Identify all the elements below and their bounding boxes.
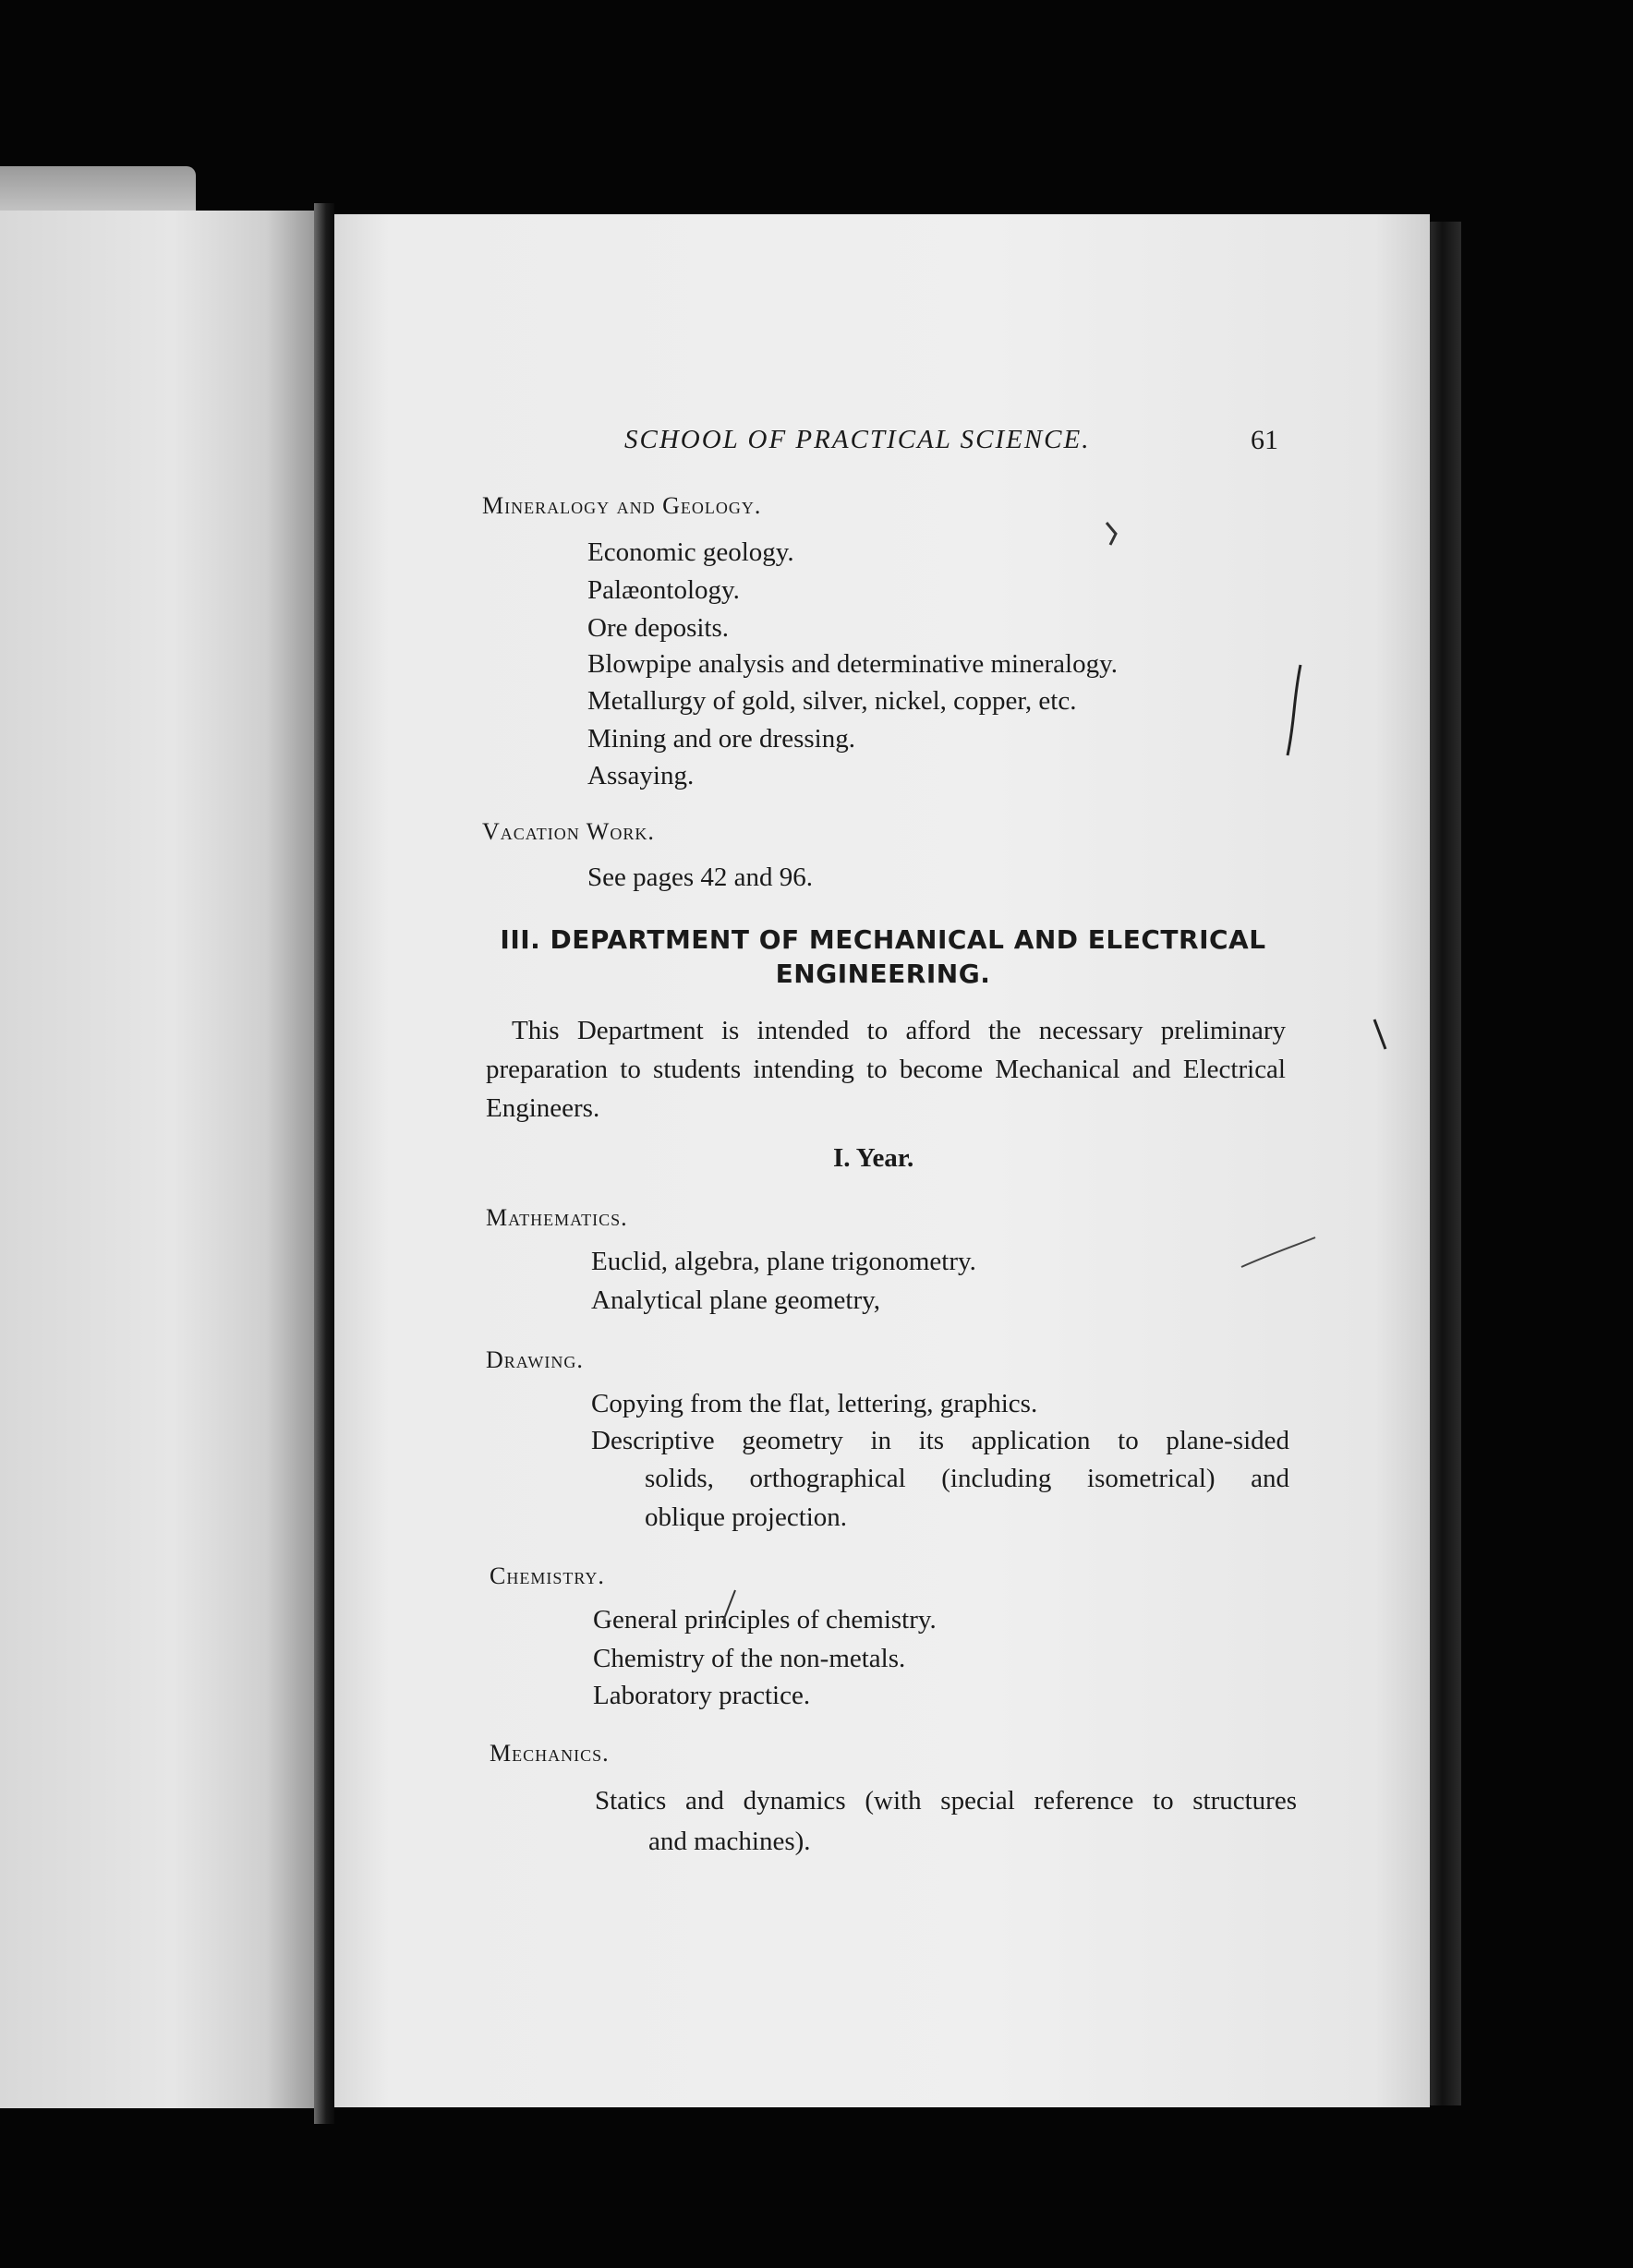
department-description: This Department is intended to afford the necessary preliminary preparation to students intending to become Mechanical and Electrical Engineers. (486, 1016, 1286, 1123)
pencil-mark (722, 1590, 735, 1623)
list-item: Statics and dynamics (with special reference to structures (595, 1786, 1297, 1816)
running-head: SCHOOL OF PRACTICAL SCIENCE. (624, 425, 1091, 454)
section-heading-drawing: Drawing. (486, 1346, 584, 1373)
list-item: Metallurgy of gold, silver, nickel, copper, etc. (587, 686, 1077, 716)
list-item: Mining and ore dressing. (587, 724, 855, 754)
section-heading-mechanics: Mechanics. (490, 1740, 610, 1767)
section-heading-chemistry: Chemistry. (490, 1562, 605, 1589)
list-item: Copying from the flat, lettering, graphics. (591, 1389, 1038, 1418)
list-item: Euclid, algebra, plane trigonometry. (591, 1247, 976, 1276)
pencil-mark (1107, 523, 1116, 545)
page-number: 61 (1251, 425, 1278, 455)
list-item: See pages 42 and 96. (587, 863, 814, 892)
list-item: Chemistry of the non-metals. (593, 1644, 906, 1673)
list-item: Descriptive geometry in its application to plane-sided (591, 1426, 1289, 1455)
list-item: Economic geology. (587, 537, 794, 567)
list-item: Assaying. (587, 761, 695, 790)
list-item: General principles of chemistry. (593, 1605, 937, 1635)
section-heading-vacation: Vacation Work. (482, 818, 655, 845)
department-title-line2: ENGINEERING. (775, 958, 991, 989)
list-item: and machines). (648, 1827, 811, 1856)
list-item: Laboratory practice. (593, 1681, 811, 1710)
list-item: Analytical plane geometry, (591, 1285, 880, 1315)
pencil-mark (1288, 665, 1300, 755)
year-title: I. Year. (833, 1143, 914, 1173)
section-heading-mathematics: Mathematics. (486, 1204, 628, 1231)
list-item: oblique projection. (645, 1502, 848, 1532)
list-item: Blowpipe analysis and determinative mineralogy. (587, 649, 1118, 679)
list-item: solids, orthographical (including isometrical) and (645, 1464, 1289, 1493)
department-title-line1: III. DEPARTMENT OF MECHANICAL AND ELECTRICAL (500, 924, 1266, 955)
list-item: Ore deposits. (587, 613, 730, 643)
section-heading-mineralogy: Mineralogy and Geology. (482, 492, 762, 519)
pencil-mark (1241, 1237, 1315, 1267)
list-item: Palæontology. (587, 575, 740, 605)
pencil-mark (1374, 1019, 1385, 1049)
